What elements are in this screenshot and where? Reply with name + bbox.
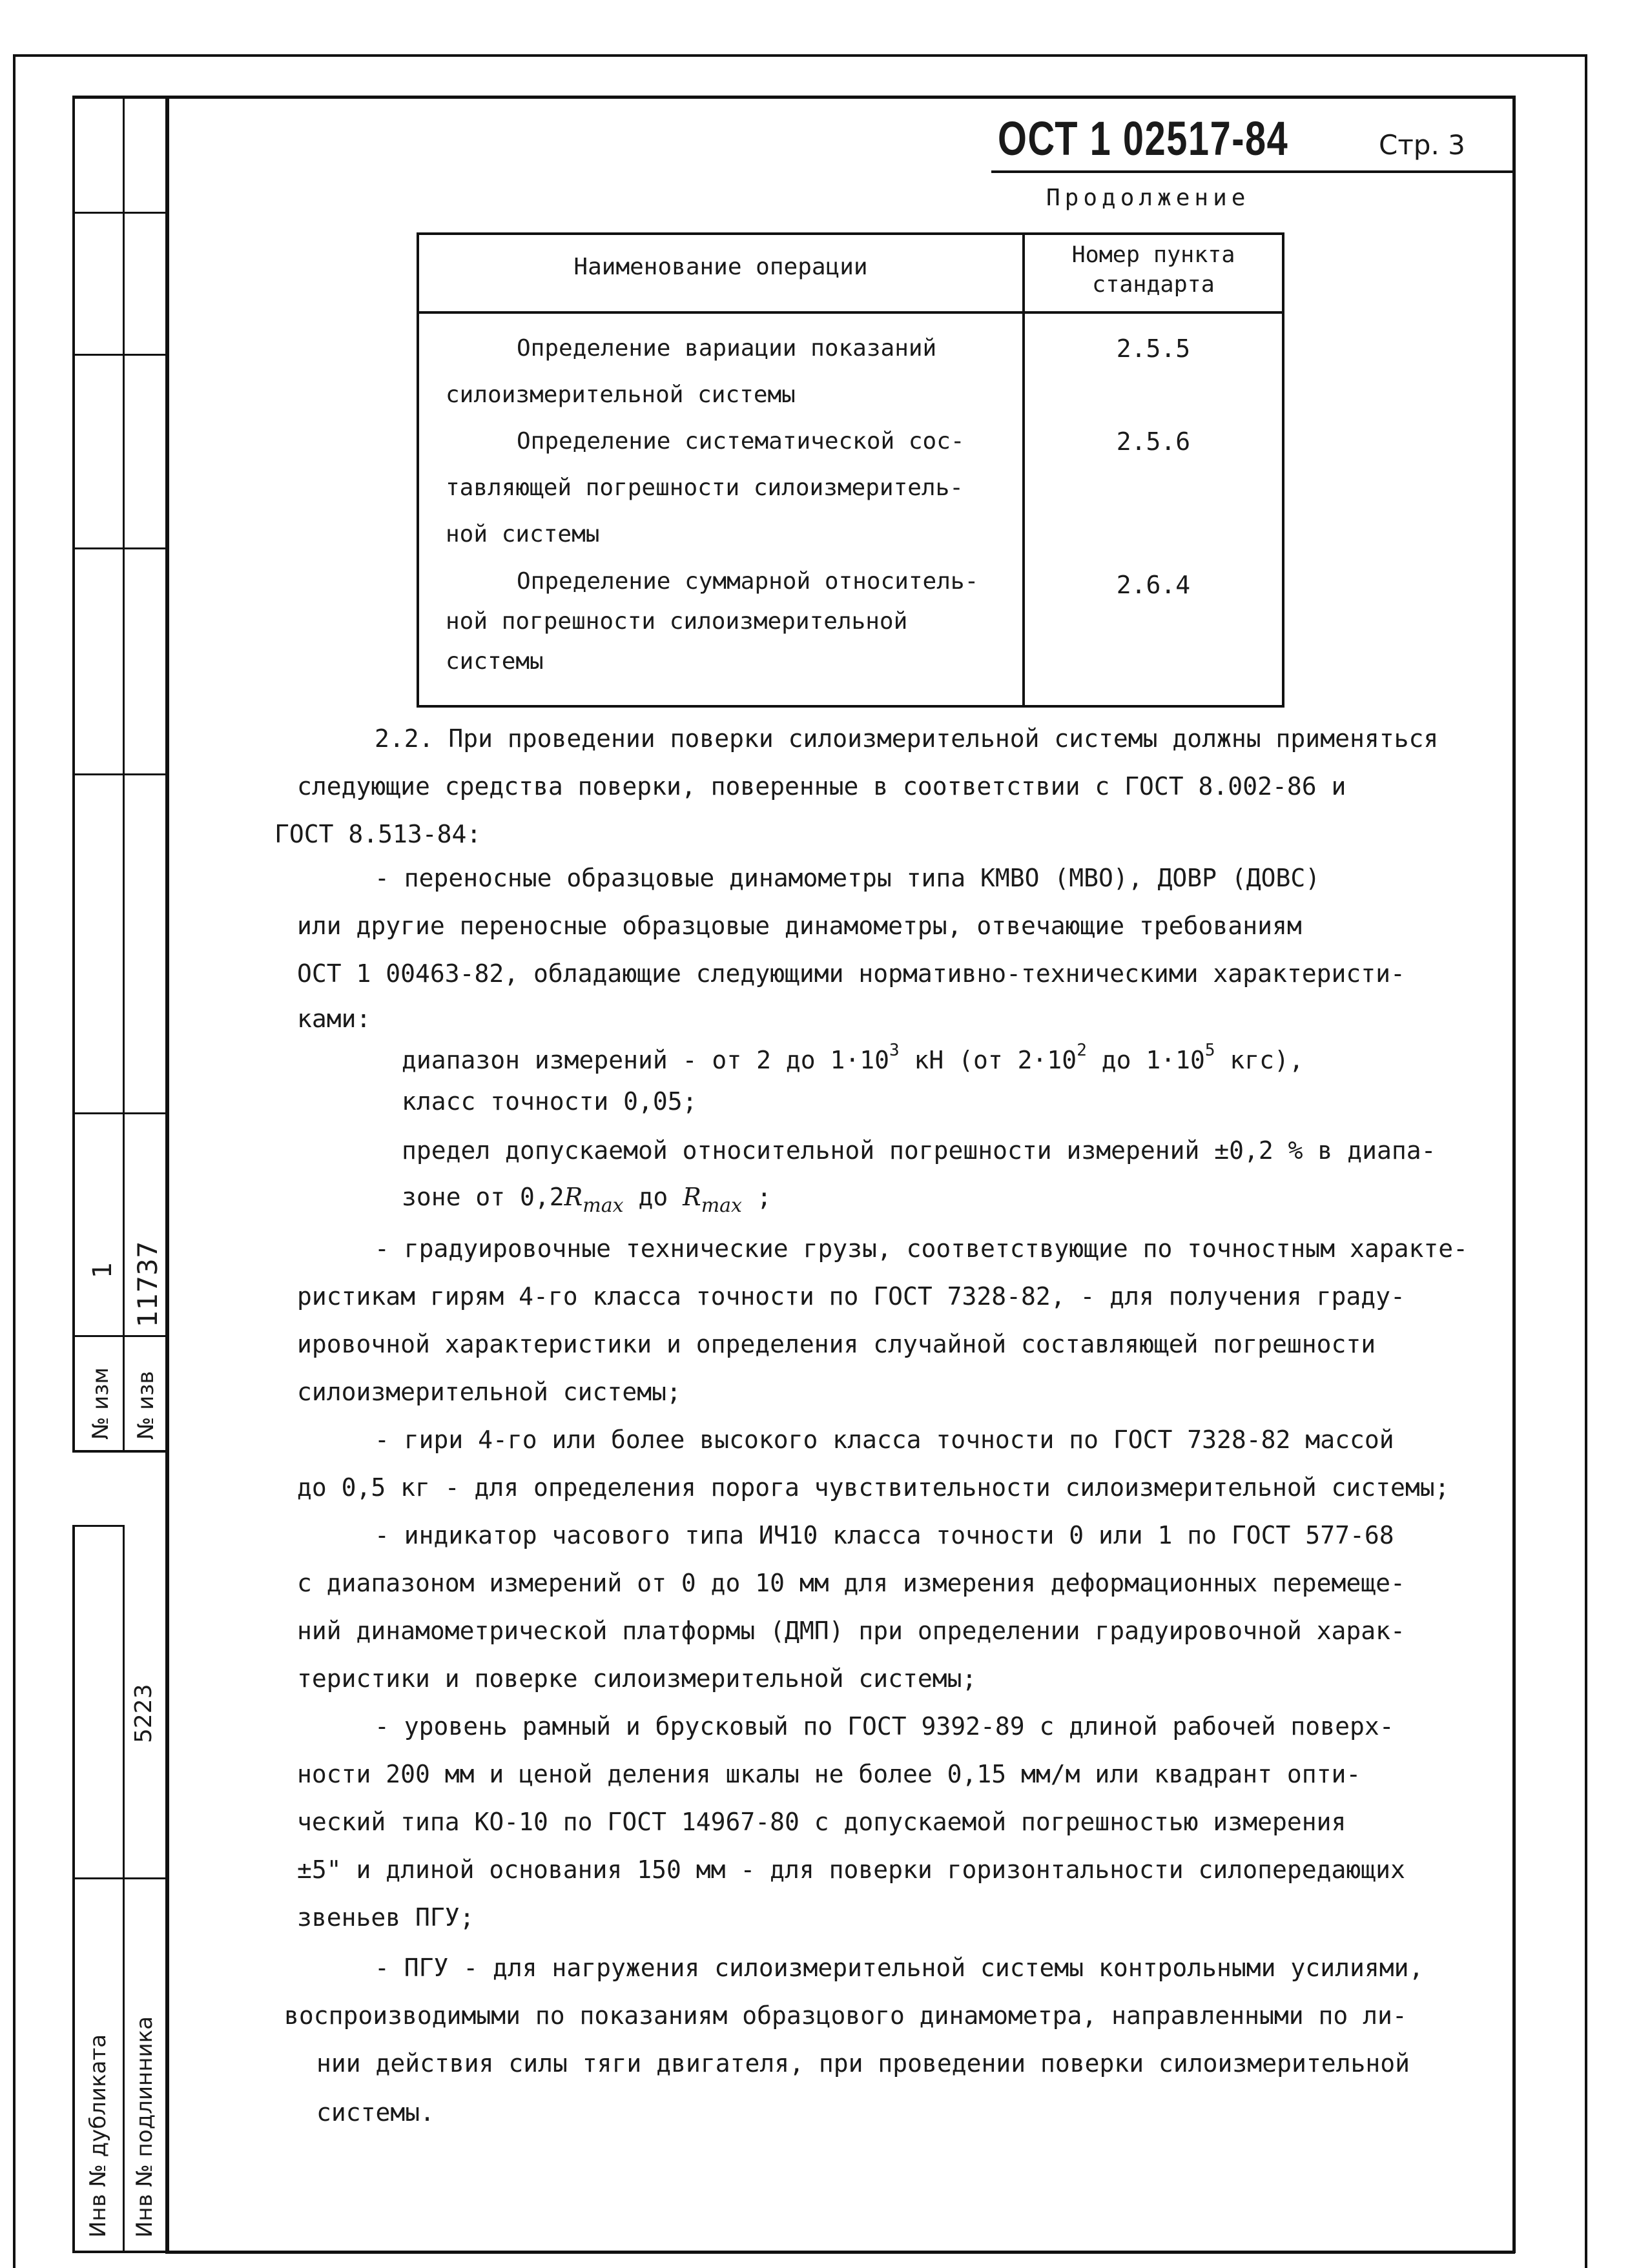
paragraph-line: - ПГУ - для нагружения силоизмерительной системы контрольными усилиями, (375, 1954, 1424, 1982)
document-code: ОСТ 1 02517-84 (998, 112, 1289, 165)
paragraph-line: с диапазоном измерений от 0 до 10 мм для измерения деформационных перемеще- (297, 1569, 1405, 1597)
measurement-range-line (402, 1041, 1304, 1074)
paragraph-line: ристикам гирям 4-го класса точности по ГОСТ 7328-82, - для получения граду- (297, 1282, 1405, 1311)
column-header-clause (1025, 240, 1282, 300)
column-header-operation: Наименование операции (573, 254, 868, 280)
max-subscript: max (583, 1194, 624, 1217)
exponent: 2 (1077, 1041, 1087, 1060)
paragraph-line: ний динамометрической платформы (ДМП) при определении градуировочной харак- (297, 1617, 1405, 1645)
paragraph-line: - переносные образцовые динамометры типа КМВО (МВО), ДОВР (ДОВС) (375, 864, 1321, 892)
limit-text-c: ; (741, 1183, 772, 1211)
paragraph-line: теристики и поверке силоизмерительной системы; (297, 1664, 977, 1693)
operation-line: Определение суммарной относитель- (517, 568, 979, 595)
operation-line: Определение систематической сос- (517, 428, 965, 455)
paragraph-line: 2.2. При проведении поверки силоизмерительной системы должны применяться (375, 724, 1439, 753)
range-text-b: кН (от 2·10 (899, 1046, 1077, 1074)
paragraph-line: - уровень рамный и брусковый по ГОСТ 9392-89 с длиной рабочей поверх- (375, 1712, 1394, 1741)
paragraph-line: ками: (297, 1005, 371, 1033)
paragraph-line: следующие средства поверки, поверенные в соответствии с ГОСТ 8.002-86 и (297, 772, 1346, 801)
table-row (446, 562, 1014, 682)
operation-line: ной погрешности силоизмерительной (446, 608, 908, 635)
range-text-c: до 1·10 (1086, 1046, 1205, 1074)
paragraph-line: ±5" и длиной основания 150 мм - для поверки горизонтальности силопередающих (297, 1855, 1405, 1884)
range-text-a: диапазон измерений - от 2 до 1·10 (402, 1046, 889, 1074)
notice-number-label: № изв (133, 1371, 159, 1440)
table-row (446, 325, 1014, 418)
operation-line: тавляющей погрешности силоизмеритель- (446, 475, 964, 501)
paragraph-line: ГОСТ 8.513-84: (274, 820, 482, 848)
duplicate-inventory-label: Инв № дубликата (85, 2034, 111, 2238)
paragraph-line: - градуировочные технические грузы, соответствующие по точностным характе- (375, 1234, 1468, 1263)
paragraph-line: силоизмерительной системы; (297, 1378, 681, 1406)
exponent: 3 (889, 1041, 900, 1060)
continuation-label: Продолжение (1046, 185, 1250, 211)
operation-line: силоизмерительной системы (446, 382, 796, 408)
paragraph-line: или другие переносные образцовые динамометры, отвечающие требованиям (297, 912, 1302, 940)
paragraph-line: ировочной характеристики и определения случайной составляющей погрешности (297, 1330, 1376, 1358)
operation-line: Определение вариации показаний (517, 335, 937, 362)
limit-text-a: зоне от 0,2 (402, 1183, 564, 1211)
error-limit-line: предел допускаемой относительной погрешности измерений ±0,2 % в диапа- (402, 1136, 1436, 1165)
inventory-number: 5223 (130, 1684, 157, 1743)
max-subscript: max (701, 1194, 742, 1217)
accuracy-class-line: класс точности 0,05; (402, 1087, 697, 1116)
clause-number: 2.6.4 (1116, 571, 1191, 599)
paragraph-line: - гири 4-го или более высокого класса точности по ГОСТ 7328-82 массой (375, 1425, 1394, 1454)
paragraph-line: воспроизводимыми по показаниям образцового динамометра, направленными по ли- (284, 2001, 1407, 2030)
notice-number: 11737 (132, 1241, 163, 1327)
table-row (446, 418, 1014, 558)
paragraph-line: - индикатор часового типа ИЧ10 класса точности 0 или 1 по ГОСТ 577-68 (375, 1521, 1394, 1549)
paragraph-line: до 0,5 кг - для определения порога чувствительности силоизмерительной системы; (297, 1473, 1450, 1502)
original-inventory-label: Инв № подлинника (132, 2016, 158, 2238)
paragraph-line: нии действия силы тяги двигателя, при проведении поверки силоизмерительной (316, 2049, 1410, 2078)
error-limit-range-line (402, 1183, 772, 1217)
clause-number: 2.5.5 (1116, 334, 1191, 363)
r-symbol: R (564, 1183, 583, 1211)
change-number-label: № изм (88, 1367, 114, 1440)
change-number: 1 (88, 1262, 118, 1278)
operation-line: системы (446, 648, 544, 675)
operation-line: ной системы (446, 521, 600, 547)
limit-text-b: до (623, 1183, 683, 1211)
paragraph-line: ности 200 мм и ценой деления шкалы не более 0,15 мм/м или квадрант опти- (297, 1760, 1361, 1788)
column-header-clause-line2: стандарта (1092, 272, 1215, 298)
column-header-clause-line1: Номер пункта (1071, 242, 1235, 268)
clause-number: 2.5.6 (1116, 427, 1191, 456)
paragraph-line: ческий типа КО-10 по ГОСТ 14967-80 с допускаемой погрешностью измерения (297, 1808, 1346, 1836)
exponent: 5 (1204, 1041, 1215, 1060)
paragraph-line: ОСТ 1 00463-82, обладающие следующими нормативно-техническими характеристи- (297, 959, 1405, 988)
range-text-d: кгс), (1215, 1046, 1304, 1074)
page-number: Стр. 3 (1379, 129, 1465, 161)
r-symbol: R (683, 1183, 701, 1211)
paragraph-line: звеньев ПГУ; (297, 1903, 475, 1932)
paragraph-line: системы. (316, 2098, 435, 2127)
